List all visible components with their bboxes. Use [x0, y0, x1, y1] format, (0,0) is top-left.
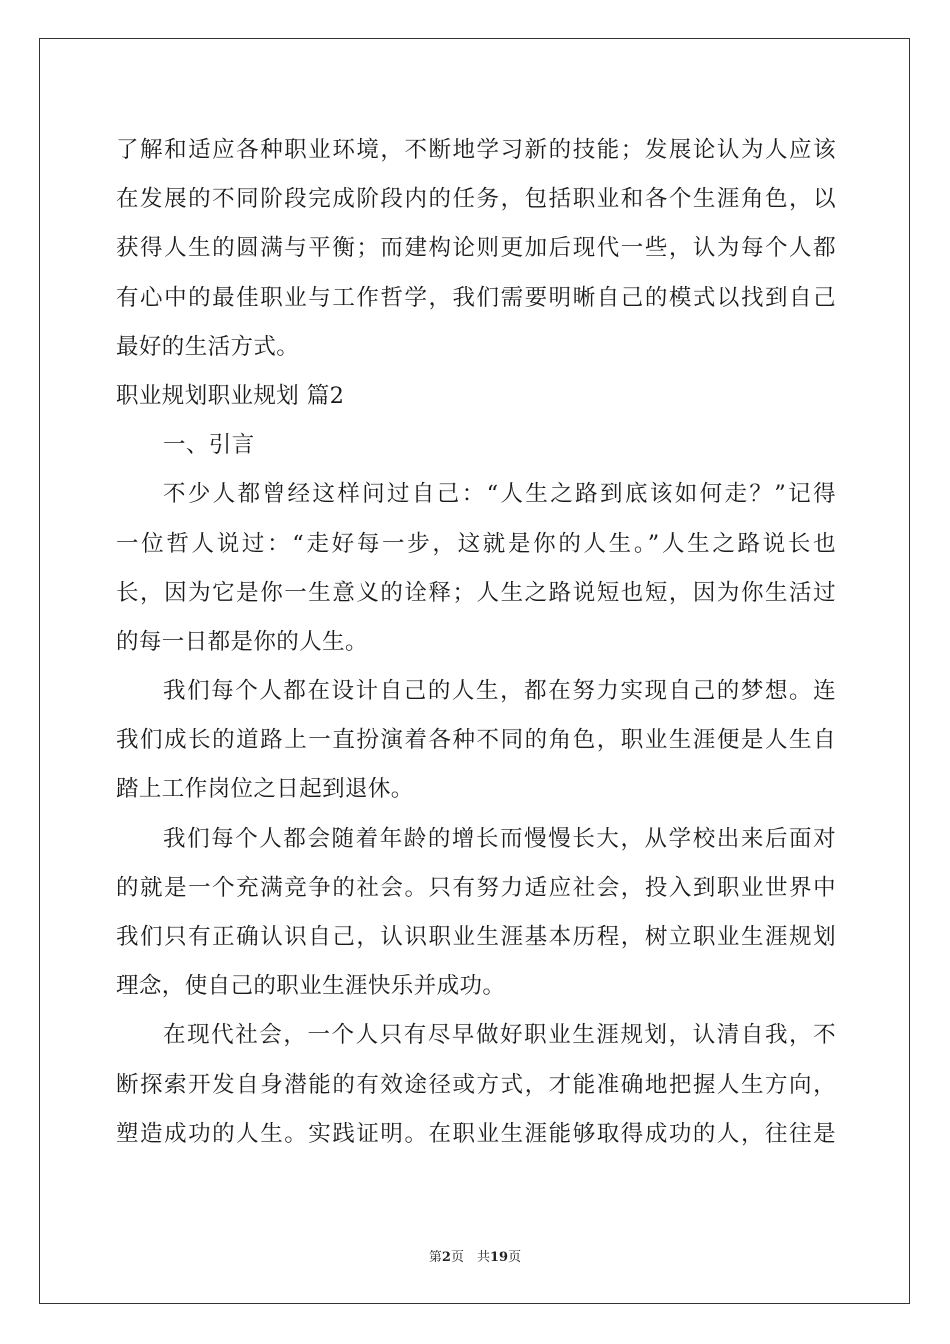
text-line: 不少人都曾经这样问过自己：“人生之路到底该如何走？”记得	[163, 481, 836, 508]
text-line: 在发展的不同阶段完成阶段内的任务，包括职业和各个生涯角色，以	[116, 186, 836, 213]
text-line: 我们每个人都会随着年龄的增长而慢慢长大，从学校出来后面对	[163, 825, 836, 852]
footer-total-pages: 19	[489, 1250, 509, 1265]
text-line: 的就是一个充满竞争的社会。只有努力适应社会，投入到职业世界中	[116, 874, 836, 901]
text-line: 了解和适应各种职业环境，不断地学习新的技能；发展论认为人应该	[116, 137, 836, 163]
page-footer	[0, 1246, 950, 1265]
footer-current-page: 2	[441, 1250, 451, 1265]
footer-prefix: 第	[428, 1250, 442, 1265]
text-line: 在现代社会，一个人只有尽早做好职业生涯规划，认清自我，不	[163, 1022, 836, 1049]
text-line: 塑造成功的人生。实践证明。在职业生涯能够取得成功的人，往往是	[116, 1120, 836, 1147]
text-line: 我们成长的道路上一直扮演着各种不同的角色，职业生涯便是人生自	[116, 727, 836, 754]
text-line: 职业规划职业规划 篇2	[116, 382, 345, 409]
text-line: 获得人生的圆满与平衡；而建构论则更加后现代一些，认为每个人都	[116, 235, 836, 262]
text-line: 一、引言	[163, 432, 255, 459]
text-line: 最好的生活方式。	[116, 333, 300, 360]
text-line: 有心中的最佳职业与工作哲学，我们需要明晰自己的模式以找到自己	[116, 284, 836, 311]
footer-suffix: 页	[508, 1250, 522, 1265]
text-line: 长，因为它是你一生意义的诠释；人生之路说短也短，因为你生活过	[116, 579, 836, 606]
footer-mid: 页 共	[450, 1250, 490, 1265]
text-line: 我们每个人都在设计自己的人生，都在努力实现自己的梦想。连	[163, 678, 836, 705]
text-line: 踏上工作岗位之日起到退休。	[116, 776, 414, 803]
text-line: 我们只有正确认识自己，认识职业生涯基本历程，树立职业生涯规划	[116, 924, 836, 950]
text-line: 断探索开发自身潜能的有效途径或方式，才能准确地把握人生方向，	[116, 1071, 836, 1098]
text-line: 一位哲人说过：“走好每一步，这就是你的人生。”人生之路说长也	[116, 530, 836, 557]
document-body	[116, 126, 836, 1159]
text-line: 理念，使自己的职业生涯快乐并成功。	[116, 973, 506, 1000]
text-line: 的每一日都是你的人生。	[116, 628, 368, 655]
